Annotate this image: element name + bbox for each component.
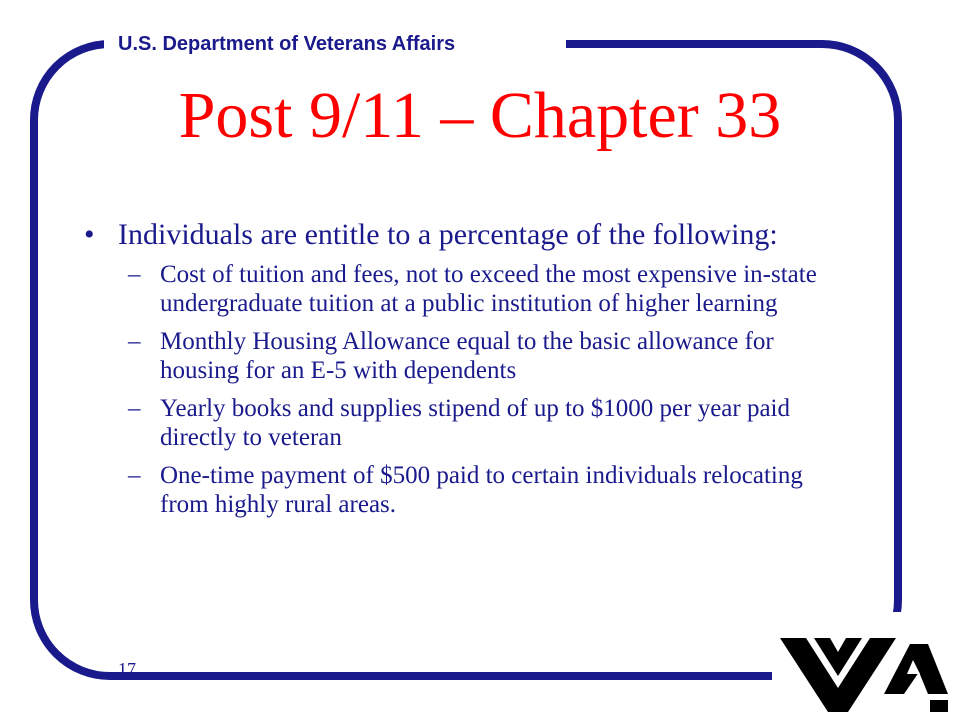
agency-header: U.S. Department of Veterans Affairs bbox=[118, 33, 456, 55]
va-logo-icon bbox=[780, 624, 948, 712]
sub-bullet-text: One-time payment of $500 paid to certain individuals relocating from highly rural areas. bbox=[160, 462, 803, 518]
sub-bullet-list bbox=[128, 260, 854, 519]
dash-marker: – bbox=[128, 261, 141, 288]
main-bullet bbox=[84, 218, 854, 252]
sub-bullet-tuition bbox=[128, 260, 854, 318]
page-number: 17 bbox=[118, 659, 136, 679]
main-bullet-text: Individuals are entitle to a percentage of the following: bbox=[118, 218, 778, 251]
sub-bullet-relocation bbox=[128, 461, 854, 519]
dash-marker: – bbox=[128, 395, 141, 422]
sub-bullet-text: Monthly Housing Allowance equal to the basic allowance for housing for an E-5 with dependents bbox=[160, 328, 774, 384]
slide-title: Post 9/11 – Chapter 33 bbox=[178, 79, 782, 152]
slide-content bbox=[84, 218, 854, 528]
sub-bullet-books bbox=[128, 394, 854, 452]
sub-bullet-housing bbox=[128, 327, 854, 385]
sub-bullet-text: Yearly books and supplies stipend of up to $1000 per year paid directly to veteran bbox=[160, 395, 791, 451]
sub-bullet-text: Cost of tuition and fees, not to exceed the most expensive in-state undergraduate tuition at a public institution of higher learning bbox=[160, 261, 817, 317]
bullet-marker: • bbox=[84, 218, 95, 251]
dash-marker: – bbox=[128, 328, 141, 355]
dash-marker: – bbox=[128, 462, 141, 489]
